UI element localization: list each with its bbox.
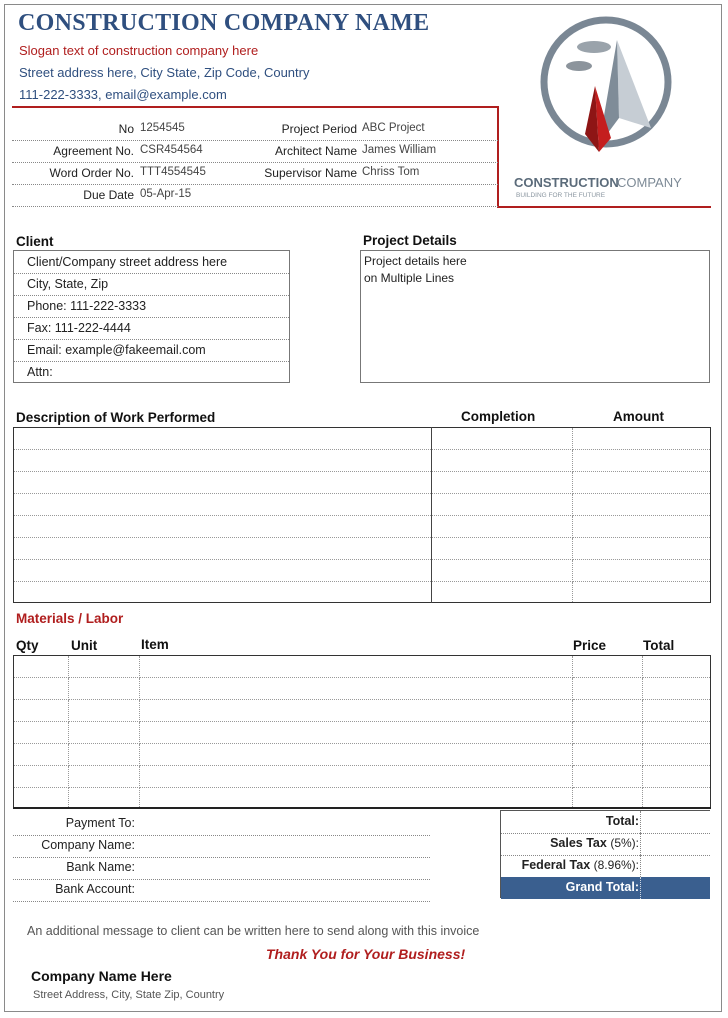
item-heading: Item — [141, 637, 169, 652]
total-row[interactable] — [501, 811, 710, 834]
project-details-box[interactable] — [360, 250, 710, 383]
client-line-text: Fax: 111-222-4444 — [27, 321, 131, 335]
table-row[interactable] — [14, 700, 711, 722]
client-line[interactable] — [14, 361, 289, 383]
additional-message: An additional message to client can be written here to send along with this invoice — [27, 924, 480, 938]
client-heading: Client — [16, 234, 54, 249]
logo-word-left: CONSTRUCTION — [514, 175, 619, 190]
bank-name-label: Bank Name: — [66, 860, 135, 874]
payment-to-label: Payment To: — [65, 816, 135, 830]
table-row[interactable] — [14, 428, 711, 450]
due-date-label: Due Date — [83, 188, 134, 202]
unit-heading: Unit — [71, 638, 98, 653]
client-line[interactable] — [14, 317, 289, 340]
bank-account-row[interactable] — [13, 879, 430, 902]
work-order-label: Word Order No. — [49, 166, 134, 180]
table-row[interactable] — [14, 450, 711, 472]
logo-tagline: BUILDING FOR THE FUTURE — [516, 192, 606, 199]
info-row-4 — [12, 184, 498, 207]
table-row[interactable] — [14, 516, 711, 538]
info-row-2 — [12, 140, 498, 163]
client-line[interactable] — [14, 295, 289, 318]
construction-logo-icon — [499, 10, 711, 208]
client-line[interactable] — [14, 339, 289, 362]
table-row[interactable] — [14, 744, 711, 766]
thank-you-text: Thank You for Your Business! — [266, 946, 466, 962]
total-heading: Total — [643, 638, 675, 653]
company-name-row[interactable] — [13, 835, 430, 858]
payment-to-row[interactable] — [13, 813, 430, 836]
total-label: Total: — [605, 814, 639, 828]
supervisor-label: Supervisor Name — [264, 166, 357, 180]
project-period-label: Project Period — [281, 122, 357, 136]
project-details-heading: Project Details — [363, 233, 457, 248]
company-slogan: Slogan text of construction company here — [19, 43, 259, 58]
completion-heading: Completion — [461, 409, 536, 424]
project-details-line2: on Multiple Lines — [364, 271, 455, 285]
work-order-value[interactable]: TTT4554545 — [140, 166, 206, 178]
logo-box — [499, 10, 711, 208]
client-line[interactable] — [14, 273, 289, 296]
table-row[interactable] — [14, 538, 711, 560]
qty-heading: Qty — [16, 638, 39, 653]
work-table — [13, 427, 711, 603]
no-label: No — [118, 122, 134, 136]
federal-tax-row[interactable] — [501, 855, 710, 878]
totals-box — [500, 810, 710, 898]
grand-total-row[interactable] — [501, 877, 710, 899]
company-contact: 111-222-3333, email@example.com — [19, 87, 227, 102]
table-row[interactable] — [14, 678, 711, 700]
bank-name-row[interactable] — [13, 857, 430, 880]
sales-tax-label: Sales Tax — [550, 836, 607, 850]
table-row[interactable] — [14, 494, 711, 516]
company-address: Street address here, City State, Zip Code, Country — [19, 65, 310, 80]
materials-table — [13, 655, 711, 809]
work-heading: Description of Work Performed — [16, 410, 216, 425]
architect-label: Architect Name — [274, 144, 357, 158]
footer-company-name: Company Name Here — [31, 968, 172, 984]
project-details-line1: Project details here — [364, 254, 467, 268]
client-line-text: Phone: 111-222-3333 — [27, 299, 147, 313]
sales-tax-rate: (5%): — [610, 836, 639, 850]
project-period-value[interactable]: ABC Project — [362, 122, 425, 134]
info-row-3 — [12, 162, 498, 185]
info-row-1 — [12, 118, 498, 141]
table-row[interactable] — [14, 560, 711, 582]
bank-account-label: Bank Account: — [55, 882, 135, 896]
client-box — [13, 250, 290, 383]
no-value[interactable]: 1254545 — [140, 122, 185, 134]
company-name-label: Company Name: — [41, 838, 135, 852]
client-line-text: Email: example@fakeemail.com — [27, 343, 206, 357]
amount-heading: Amount — [613, 409, 664, 424]
materials-heading: Materials / Labor — [16, 611, 124, 626]
grand-total-label: Grand Total: — [565, 880, 639, 894]
federal-tax-label: Federal Tax — [521, 858, 591, 872]
logo-word-right: COMPANY — [617, 175, 682, 190]
table-row[interactable] — [14, 788, 711, 808]
agreement-value[interactable]: CSR454564 — [140, 144, 203, 156]
supervisor-value[interactable]: Chriss Tom — [362, 166, 420, 178]
table-row[interactable] — [14, 582, 711, 603]
client-line-text: Attn: — [27, 365, 53, 379]
client-line-text: Client/Company street address here — [27, 255, 228, 269]
agreement-label: Agreement No. — [53, 144, 134, 158]
table-row[interactable] — [14, 766, 711, 788]
architect-value[interactable]: James William — [362, 144, 437, 156]
table-row[interactable] — [14, 722, 711, 744]
table-row[interactable] — [14, 472, 711, 494]
client-line[interactable] — [14, 251, 289, 274]
due-date-value[interactable]: 05-Apr-15 — [140, 188, 192, 200]
federal-tax-rate: (8.96%): — [593, 858, 639, 872]
price-heading: Price — [573, 638, 607, 653]
sales-tax-row[interactable] — [501, 833, 710, 856]
footer-company-address: Street Address, City, State Zip, Country — [33, 989, 225, 1001]
company-name-title: CONSTRUCTION COMPANY NAME — [18, 10, 430, 36]
table-row[interactable] — [14, 656, 711, 678]
client-line-text: City, State, Zip — [27, 277, 109, 291]
